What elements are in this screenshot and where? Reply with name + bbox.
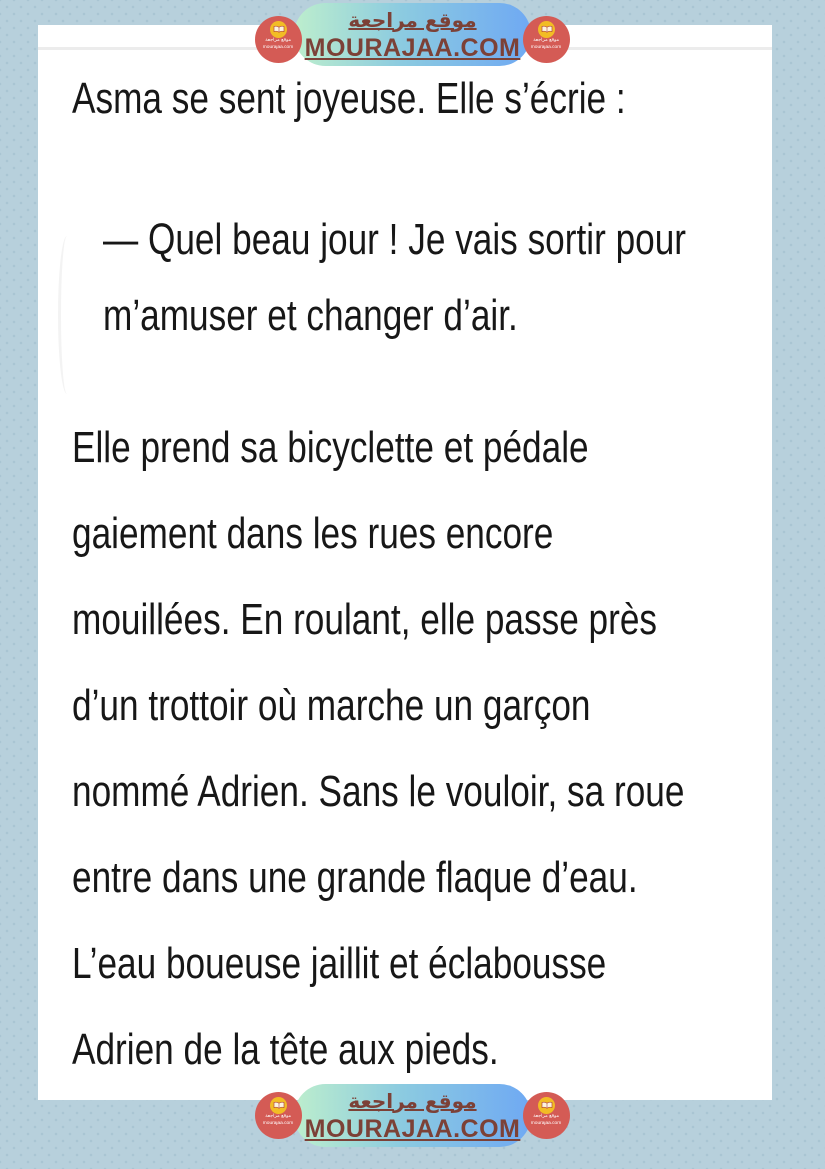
open-book-icon xyxy=(538,1097,555,1114)
dialogue-block xyxy=(103,202,825,354)
logo-caption-arabic: موقع مراجعة xyxy=(533,36,560,43)
watermark-site-domain: MOURAJAA.COM xyxy=(304,33,521,62)
text-line: L’eau boueuse jaillit et éclabousse xyxy=(72,939,607,988)
faint-bracket-artifact xyxy=(58,236,76,394)
watermark-arabic-title: موقع مراجعة xyxy=(348,1088,477,1113)
site-logo-left xyxy=(255,16,302,63)
open-book-icon xyxy=(270,1097,287,1114)
watermark-site-domain: MOURAJAA.COM xyxy=(304,1114,521,1143)
text-line: d’un trottoir où marche un garçon xyxy=(72,681,591,730)
logo-caption-domain: mourajaa.com xyxy=(263,1121,294,1126)
intro-line: Asma se sent joyeuse. Elle s’écrie : xyxy=(72,74,626,123)
logo-caption-domain: mourajaa.com xyxy=(531,1121,562,1126)
site-logo-left xyxy=(255,1092,302,1139)
logo-caption-domain: mourajaa.com xyxy=(263,44,294,50)
text-line: Elle prend sa bicyclette et pédale xyxy=(72,423,589,472)
logo-caption-arabic: موقع مراجعة xyxy=(265,1113,292,1119)
text-line: mouillées. En roulant, elle passe près xyxy=(72,595,658,644)
text-line: gaiement dans les rues encore xyxy=(72,509,554,558)
site-logo-right xyxy=(523,1092,570,1139)
watermark-pill xyxy=(294,1084,531,1147)
body-paragraph xyxy=(72,405,825,1093)
header-watermark xyxy=(0,3,825,66)
text-line: nommé Adrien. Sans le vouloir, sa roue xyxy=(72,767,685,816)
footer-watermark xyxy=(0,1084,825,1147)
watermark-pill xyxy=(294,3,531,66)
site-logo-right xyxy=(523,16,570,63)
watermark-arabic-title: موقع مراجعة xyxy=(348,7,477,32)
logo-caption-arabic: موقع مراجعة xyxy=(533,1113,560,1119)
open-book-icon xyxy=(270,21,287,38)
open-book-icon xyxy=(538,21,555,38)
text-line: — Quel beau jour ! Je vais sortir pour xyxy=(103,215,687,264)
logo-caption-domain: mourajaa.com xyxy=(531,44,562,50)
logo-caption-arabic: موقع مراجعة xyxy=(265,36,292,43)
text-line: m’amuser et changer d’air. xyxy=(103,291,518,340)
text-line: entre dans une grande flaque d’eau. xyxy=(72,853,638,902)
text-line: Adrien de la tête aux pieds. xyxy=(72,1025,499,1074)
